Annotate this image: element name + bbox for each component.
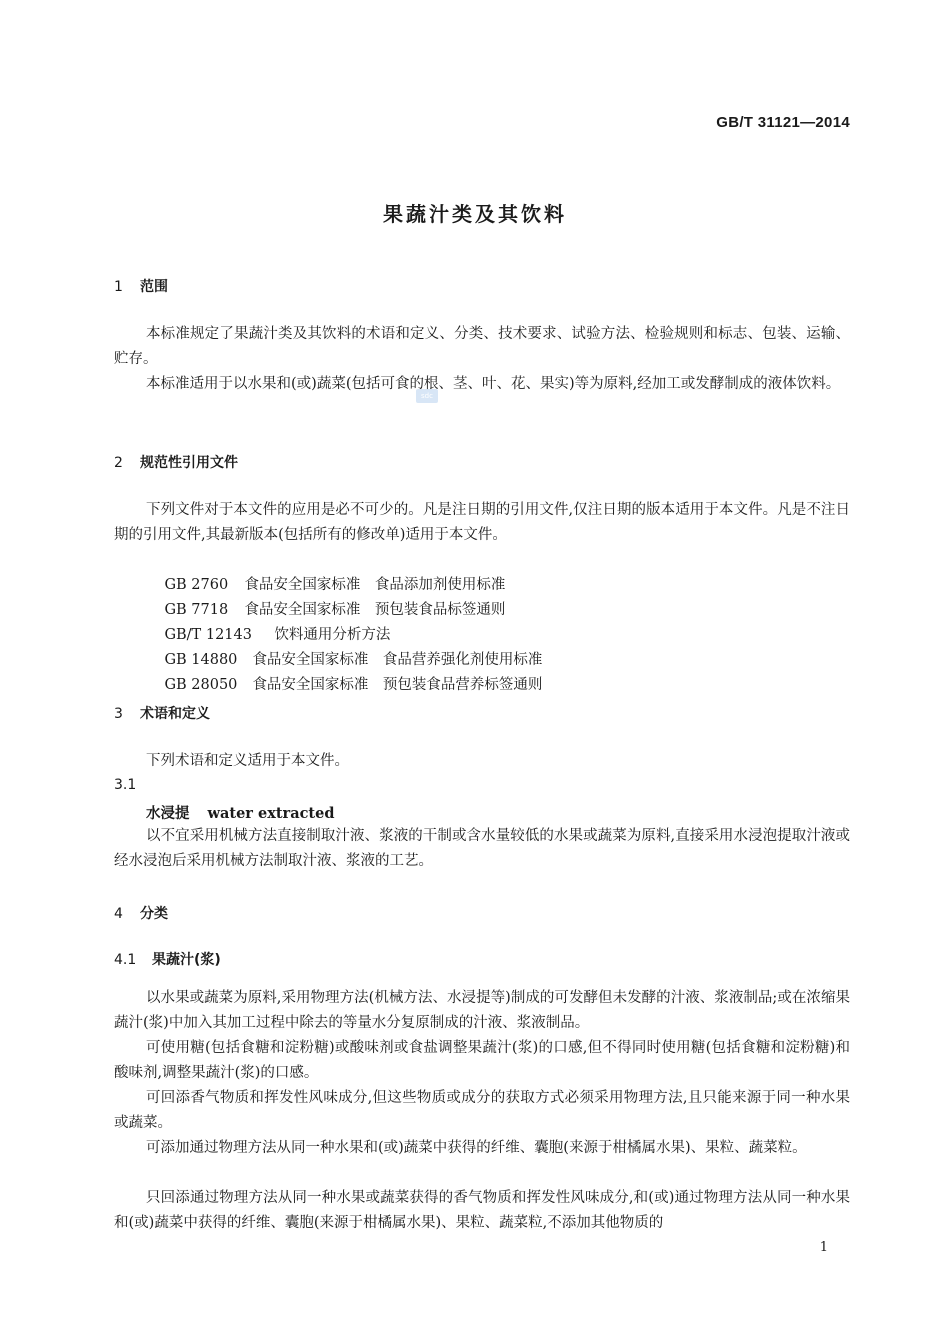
section-number: 2 — [114, 455, 123, 471]
section-number: 1 — [114, 279, 123, 295]
paragraph: 本标准规定了果蔬汁类及其饮料的术语和定义、分类、技术要求、试验方法、检验规则和标志、包装、运输、贮存。 — [114, 326, 850, 367]
reference-title: 饮料通用分析方法 — [274, 627, 391, 643]
section-heading-terms — [114, 703, 210, 723]
term-entry — [146, 802, 334, 823]
reference-title: 食品安全国家标准 食品营养强化剂使用标准 — [252, 652, 543, 668]
reference-title: 食品安全国家标准 预包装食品标签通则 — [244, 602, 506, 618]
section-heading-classification — [114, 903, 168, 923]
section-title: 规范性引用文件 — [140, 455, 238, 471]
paragraph: 可使用糖(包括食糖和淀粉糖)或酸味剂或食盐调整果蔬汁(浆)的口感,但不得同时使用糖(包括食糖和淀粉糖)和酸味剂,调整果蔬汁(浆)的口感。 — [114, 1040, 850, 1081]
reference-code: GB 28050 — [164, 677, 238, 693]
reference-code: GB 14880 — [164, 652, 238, 668]
document-title: 果蔬汁类及其饮料 — [383, 202, 567, 226]
paragraph: 可回添香气物质和挥发性风味成分,但这些物质或成分的获取方式必须采用物理方法,且只能来源于同一种水果或蔬菜。 — [114, 1090, 850, 1131]
paragraph: 下列文件对于本文件的应用是必不可少的。凡是注日期的引用文件,仅注日期的版本适用于本文件。凡是不注日期的引用文件,其最新版本(包括所有的修改单)适用于本文件。 — [114, 502, 850, 543]
reference-code: GB 2760 — [164, 577, 229, 593]
section-number: 4 — [114, 906, 123, 922]
section-heading-scope — [114, 276, 168, 296]
term-chinese: 水浸提 — [146, 805, 190, 822]
paragraph: 下列术语和定义适用于本文件。 — [146, 753, 349, 769]
paragraph: 以水果或蔬菜为原料,采用物理方法(机械方法、水浸提等)制成的可发酵但未发酵的汁液、浆液制品;或在浓缩果蔬汁(浆)中加入其加工过程中除去的等量水分复原制成的汁液、浆液制品。 — [114, 990, 850, 1031]
section-title: 术语和定义 — [140, 706, 210, 722]
section-title: 分类 — [140, 906, 168, 922]
subsection-title: 果蔬汁(浆) — [152, 952, 221, 968]
subsection-number: 4.1 — [114, 952, 137, 968]
standard-code: GB/T 31121—2014 — [716, 114, 850, 131]
paragraph: 可添加通过物理方法从同一种水果和(或)蔬菜中获得的纤维、囊胞(来源于柑橘属水果)、果粒、蔬菜粒。 — [146, 1140, 807, 1156]
subsection-heading-juice — [114, 949, 221, 969]
reference-title: 食品安全国家标准 食品添加剂使用标准 — [244, 577, 506, 593]
paragraph: 本标准适用于以水果和(或)蔬菜(包括可食的根、茎、叶、花、果实)等为原料,经加工或发酵制成的液体饮料。 — [146, 376, 841, 392]
term-number: 3.1 — [114, 777, 137, 793]
section-heading-normative-references — [114, 452, 238, 472]
watermark-logo: sdc — [416, 389, 438, 403]
page-number: 1 — [819, 1240, 828, 1255]
reference-code: GB/T 12143 — [164, 627, 252, 643]
paragraph: 只回添通过物理方法从同一种水果或蔬菜获得的香气物质和挥发性风味成分,和(或)通过物理方法从同一种水果和(或)蔬菜中获得的纤维、囊胞(来源于柑橘属水果)、果粒、蔬菜粒,不添加其他物质的 — [114, 1190, 850, 1231]
term-english: water extracted — [207, 805, 335, 822]
section-title: 范围 — [140, 279, 168, 295]
term-definition: 以不宜采用机械方法直接制取汁液、浆液的干制或含水量较低的水果或蔬菜为原料,直接采用水浸泡提取汁液或经水浸泡后采用机械方法制取汁液、浆液的工艺。 — [114, 828, 850, 869]
reference-code: GB 7718 — [164, 602, 229, 618]
section-number: 3 — [114, 706, 123, 722]
reference-title: 食品安全国家标准 预包装食品营养标签通则 — [252, 677, 543, 693]
